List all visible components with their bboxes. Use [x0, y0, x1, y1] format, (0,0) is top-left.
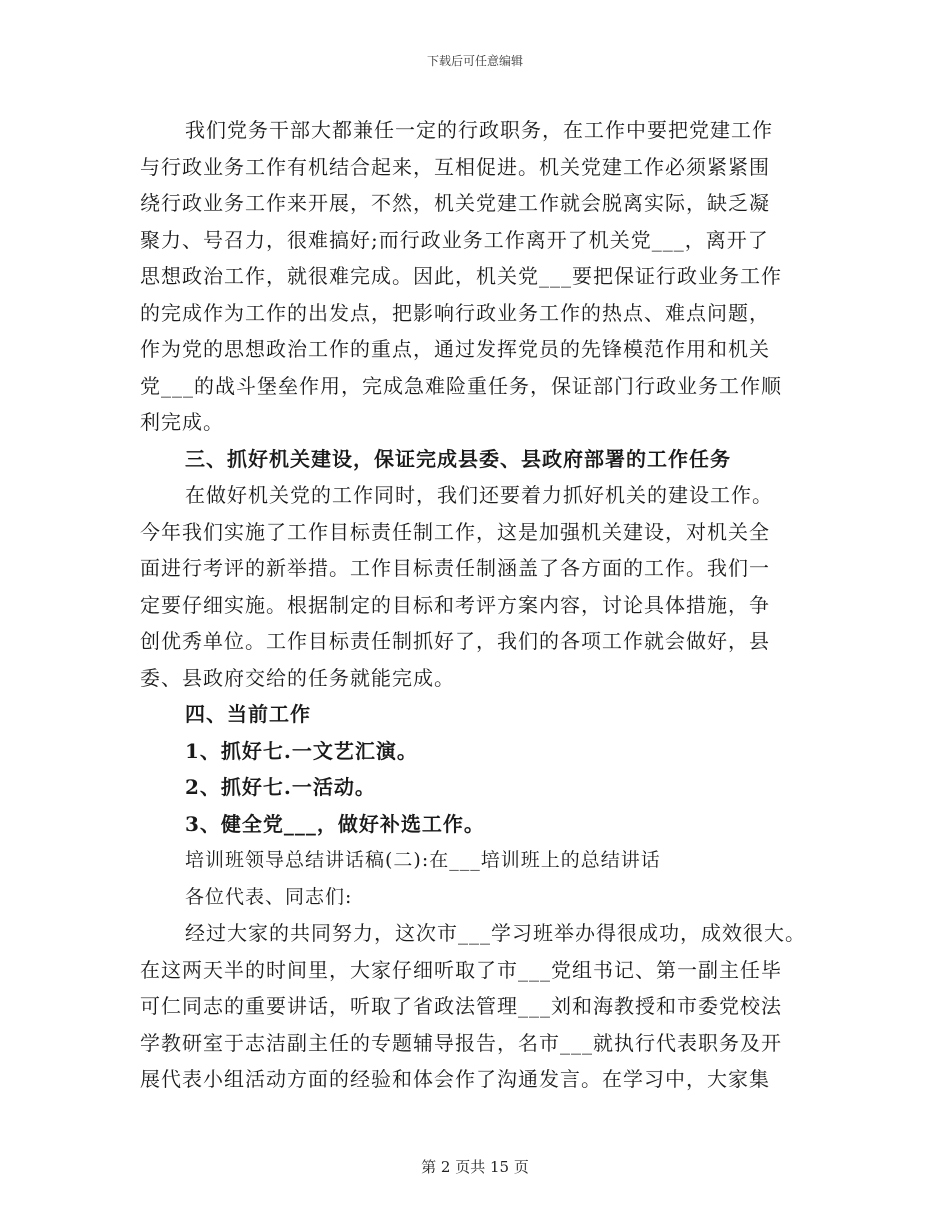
list-item: 2、抓好七.一活动。 — [185, 775, 376, 799]
section-heading: 三、抓好机关建设，保证完成县委、县政府部署的工作任务 — [185, 446, 731, 471]
page-footer: 第 2 页共 15 页 — [421, 1158, 529, 1176]
document-subtitle: 培训班领导总结讲话稿(二):在___培训班上的总结讲话 — [185, 849, 661, 871]
paragraph-line: 在做好机关党的工作同时，我们还要着力抓好机关的建设工作。 — [185, 483, 773, 507]
paragraph-line: 今年我们实施了工作目标责任制工作，这是加强机关建设，对机关全 — [140, 519, 770, 544]
paragraph-line: 定要仔细实施。根据制定的目标和考评方案内容，讨论具体措施，争 — [140, 592, 770, 617]
paragraph-line: 在这两天半的时间里，大家仔细听取了市___党组书记、第一副主任毕 — [140, 957, 782, 982]
paragraph-line: 作为党的思想政治工作的重点，通过发挥党员的先锋模范作用和机关 — [140, 337, 770, 361]
paragraph-line: 绕行政业务工作来开展，不然，机关党建工作就会脱离实际，缺乏凝 — [140, 191, 770, 215]
paragraph-line: 经过大家的共同努力，这次市___学习班举办得很成功，成效很大。 — [185, 921, 806, 945]
paragraph-line: 学教研室于志洁副主任的专题辅导报告，名市___就执行代表职务及开 — [140, 1030, 782, 1055]
page-header: 下载后可任意编辑 — [426, 54, 523, 68]
paragraph-line: 与行政业务工作有机结合起来，互相促进。机关党建工作必须紧紧围 — [140, 154, 770, 179]
paragraph-line: 的完成作为工作的出发点，把影响行政业务工作的热点、难点问题， — [140, 300, 770, 325]
paragraph-line: 委、县政府交给的任务就能完成。 — [140, 665, 455, 690]
paragraph-line: 思想政治工作，就很难完成。因此，机关党___要把保证行政业务工作 — [140, 264, 782, 288]
list-item: 1、抓好七.一文艺汇演。 — [185, 738, 418, 763]
paragraph-line: 利完成。 — [140, 410, 224, 434]
section-heading: 四、当前工作 — [185, 702, 311, 726]
paragraph-line: 面进行考评的新举措。工作目标责任制涵盖了各方面的工作。我们一 — [140, 556, 770, 580]
paragraph-line: 我们党务干部大都兼任一定的行政职务，在工作中要把党建工作 — [185, 118, 773, 142]
salutation: 各位代表、同志们: — [185, 885, 353, 908]
paragraph-line: 创优秀单位。工作目标责任制抓好了，我们的各项工作就会做好，县 — [140, 629, 770, 653]
paragraph-line: 展代表小组活动方面的经验和体会作了沟通发言。在学习中，大家集 — [140, 1067, 770, 1091]
paragraph-line: 可仁同志的重要讲话，听取了省政法管理___刘和海教授和市委党校法 — [140, 994, 782, 1018]
list-item: 3、健全党___，做好补选工作。 — [185, 811, 485, 836]
paragraph-line: 党___的战斗堡垒作用，完成急难险重任务，保证部门行政业务工作顺 — [140, 373, 782, 398]
document-body — [140, 112, 830, 1098]
paragraph-line: 聚力、号召力，很难搞好;而行政业务工作离开了机关党___，离开了 — [140, 227, 769, 252]
